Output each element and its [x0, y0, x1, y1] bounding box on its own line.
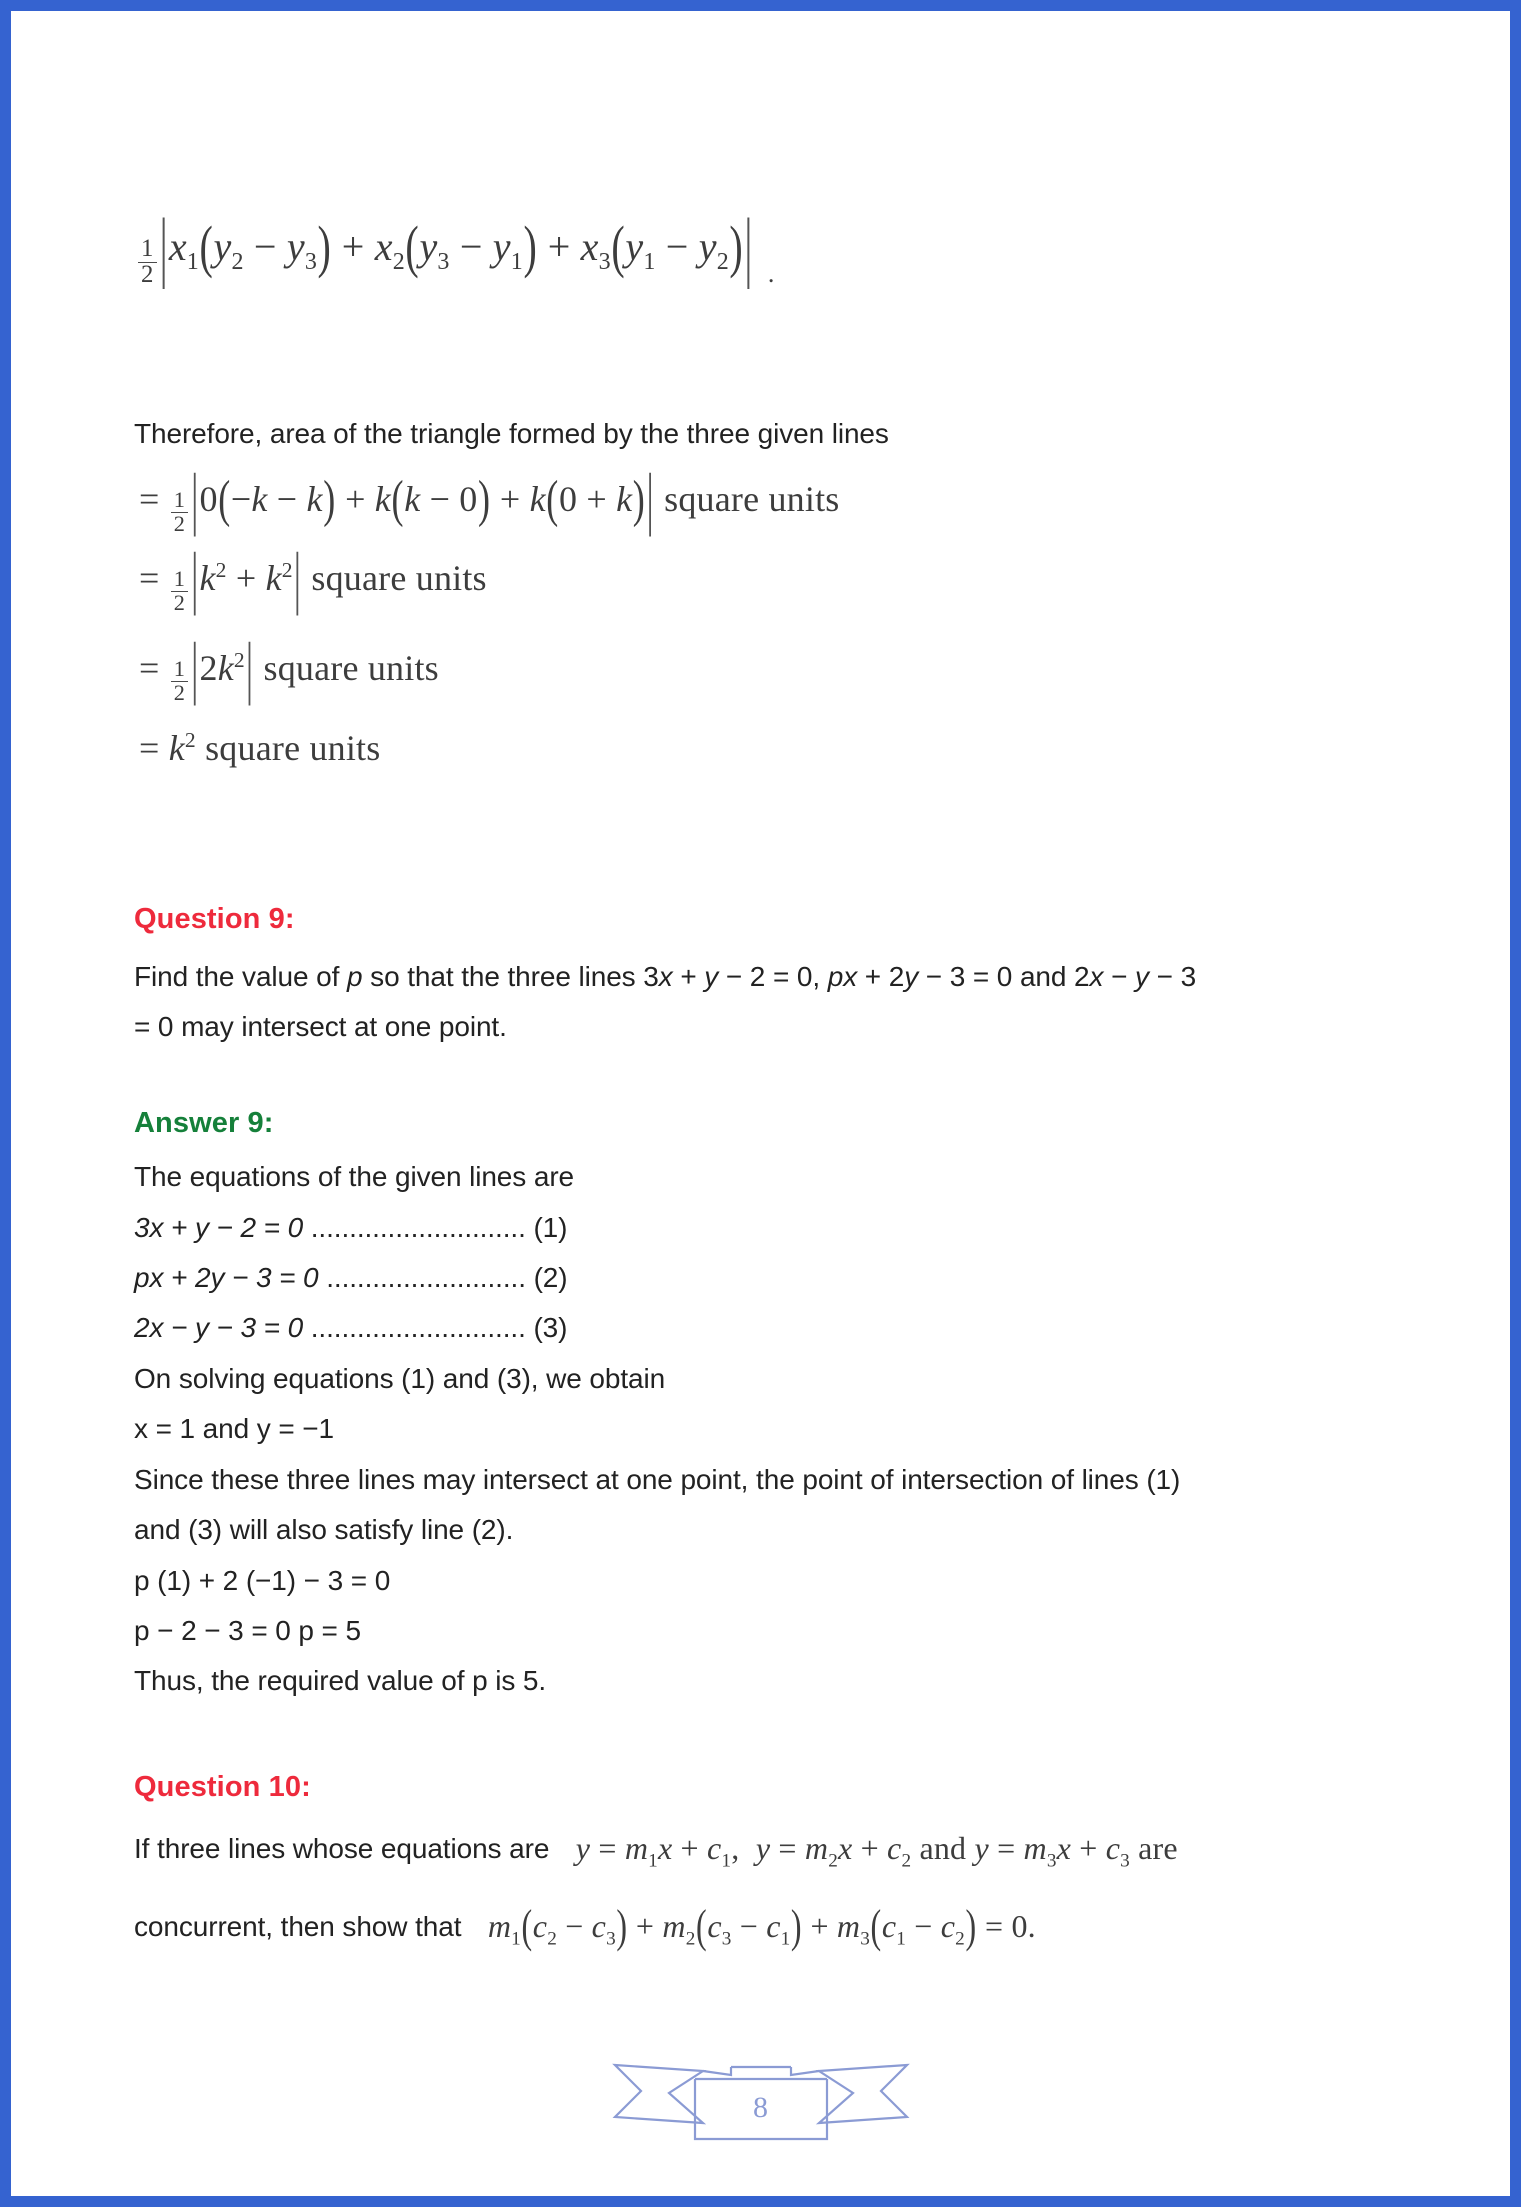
area-step-3: = $\frac{1}{2}$ $|2k^2|$ square units	[139, 628, 439, 707]
eq2-number: (2)	[533, 1262, 568, 1293]
q9-seg-3: +	[672, 961, 705, 992]
therefore-line: Therefore, area of the triangle formed by the three given lines	[134, 418, 889, 449]
q9-var-px: px	[827, 961, 858, 992]
area-formula-expression: $\frac{1}{2}$ $|x_1(y_2 - y_3) + x_2(y_3 - y_1) + x_3(y_1 - y_2)|$ .	[136, 226, 771, 288]
eq3-lhs: 2x − y − 3 = 0	[134, 1312, 304, 1343]
q9-var-y: y	[704, 961, 719, 992]
q10-line1-prefix: If three lines whose equations are	[134, 1833, 550, 1864]
q9-seg-8: − 3	[1148, 961, 1197, 992]
q9-seg-7: −	[1103, 961, 1136, 992]
one-half-fraction: $\frac{1}{2}$	[171, 658, 188, 704]
answer-9-heading: Answer 9:	[134, 1107, 274, 1139]
q9-var-y2: y	[904, 961, 919, 992]
question-9-text-line-1	[134, 959, 1404, 995]
page-number: 8	[753, 2091, 768, 2124]
area-step-1: = $\frac{1}{2}$ |0(−k − k) + k(k − 0) + k(0 + k)| square units	[139, 459, 840, 538]
question-9-heading: Question 9:	[134, 903, 295, 935]
answer-9-equation-3	[134, 1310, 567, 1346]
answer-9-line-6: x = 1 and y = −1	[134, 1413, 334, 1444]
page-canvas	[11, 11, 1510, 2196]
eq3-number: (3)	[533, 1312, 568, 1343]
answer-9-equation-2	[134, 1260, 567, 1296]
q9-seg-5: + 2	[857, 961, 905, 992]
area-step-4: = $k^2$ square units	[139, 728, 381, 768]
ribbon-banner-icon	[611, 2039, 911, 2149]
one-half-fraction: $\frac{1}{2}$	[171, 489, 188, 535]
q9-var-p: p	[347, 961, 363, 992]
q9-seg-1: Find the value of	[134, 961, 347, 992]
question-10-line-1	[134, 1831, 1178, 1874]
question-10-line-2	[134, 1899, 1036, 1952]
area-step-2: = $\frac{1}{2}$ $|k^2 + k^2|$ square units	[139, 538, 487, 617]
one-half-fraction: $\frac{1}{2}$	[138, 237, 157, 288]
answer-9-line-8: and (3) will also satisfy line (2).	[134, 1514, 514, 1545]
answer-9-line-7: Since these three lines may intersect at one point, the point of intersection of lines (1)	[134, 1464, 1181, 1495]
answer-9-line-9: p (1) + 2 (−1) − 3 = 0	[134, 1565, 391, 1596]
q9-var-y3: y	[1135, 961, 1149, 992]
eq1-number: (1)	[533, 1212, 568, 1243]
page-footer	[11, 2039, 1510, 2149]
q9-var-x2: x	[1089, 961, 1104, 992]
answer-9-line-10: p − 2 − 3 = 0 p = 5	[134, 1615, 361, 1646]
q9-var-x: x	[658, 961, 673, 992]
question-10-heading: Question 10:	[134, 1771, 311, 1803]
eq2-lhs: px + 2y − 3 = 0	[134, 1262, 319, 1293]
eq1-lhs: 3x + y − 2 = 0	[134, 1212, 304, 1243]
q9-seg-6: − 3 = 0 and 2	[918, 961, 1090, 992]
q9-seg-4: − 2 = 0,	[718, 961, 828, 992]
q10-line2-formula: $m_1(c_2 - c_3) + m_2(c_3 - c_1) + m_3(c_1 - c_2) = 0$.	[487, 1899, 1036, 1952]
q9-seg-2: so that the three lines 3	[362, 961, 659, 992]
answer-9-line-5: On solving equations (1) and (3), we obtain	[134, 1363, 666, 1394]
q10-line1-formula: $y = m_1x + c_1$, $y = m_2x + c_2$ and $y = m_3x + c_3$ are	[575, 1829, 1178, 1872]
q10-line2-prefix: concurrent, then show that	[134, 1911, 462, 1942]
answer-9-line-11: Thus, the required value of p is 5.	[134, 1665, 547, 1696]
answer-9-equation-1	[134, 1210, 567, 1246]
question-9-text-line-2: = 0 may intersect at one point.	[134, 1011, 507, 1042]
answer-9-line-1: The equations of the given lines are	[134, 1161, 575, 1192]
one-half-fraction: $\frac{1}{2}$	[171, 568, 188, 614]
eq3-dots: ............................	[303, 1312, 534, 1343]
eq2-dots: ..........................	[318, 1262, 534, 1293]
eq1-dots: ............................	[303, 1212, 534, 1243]
